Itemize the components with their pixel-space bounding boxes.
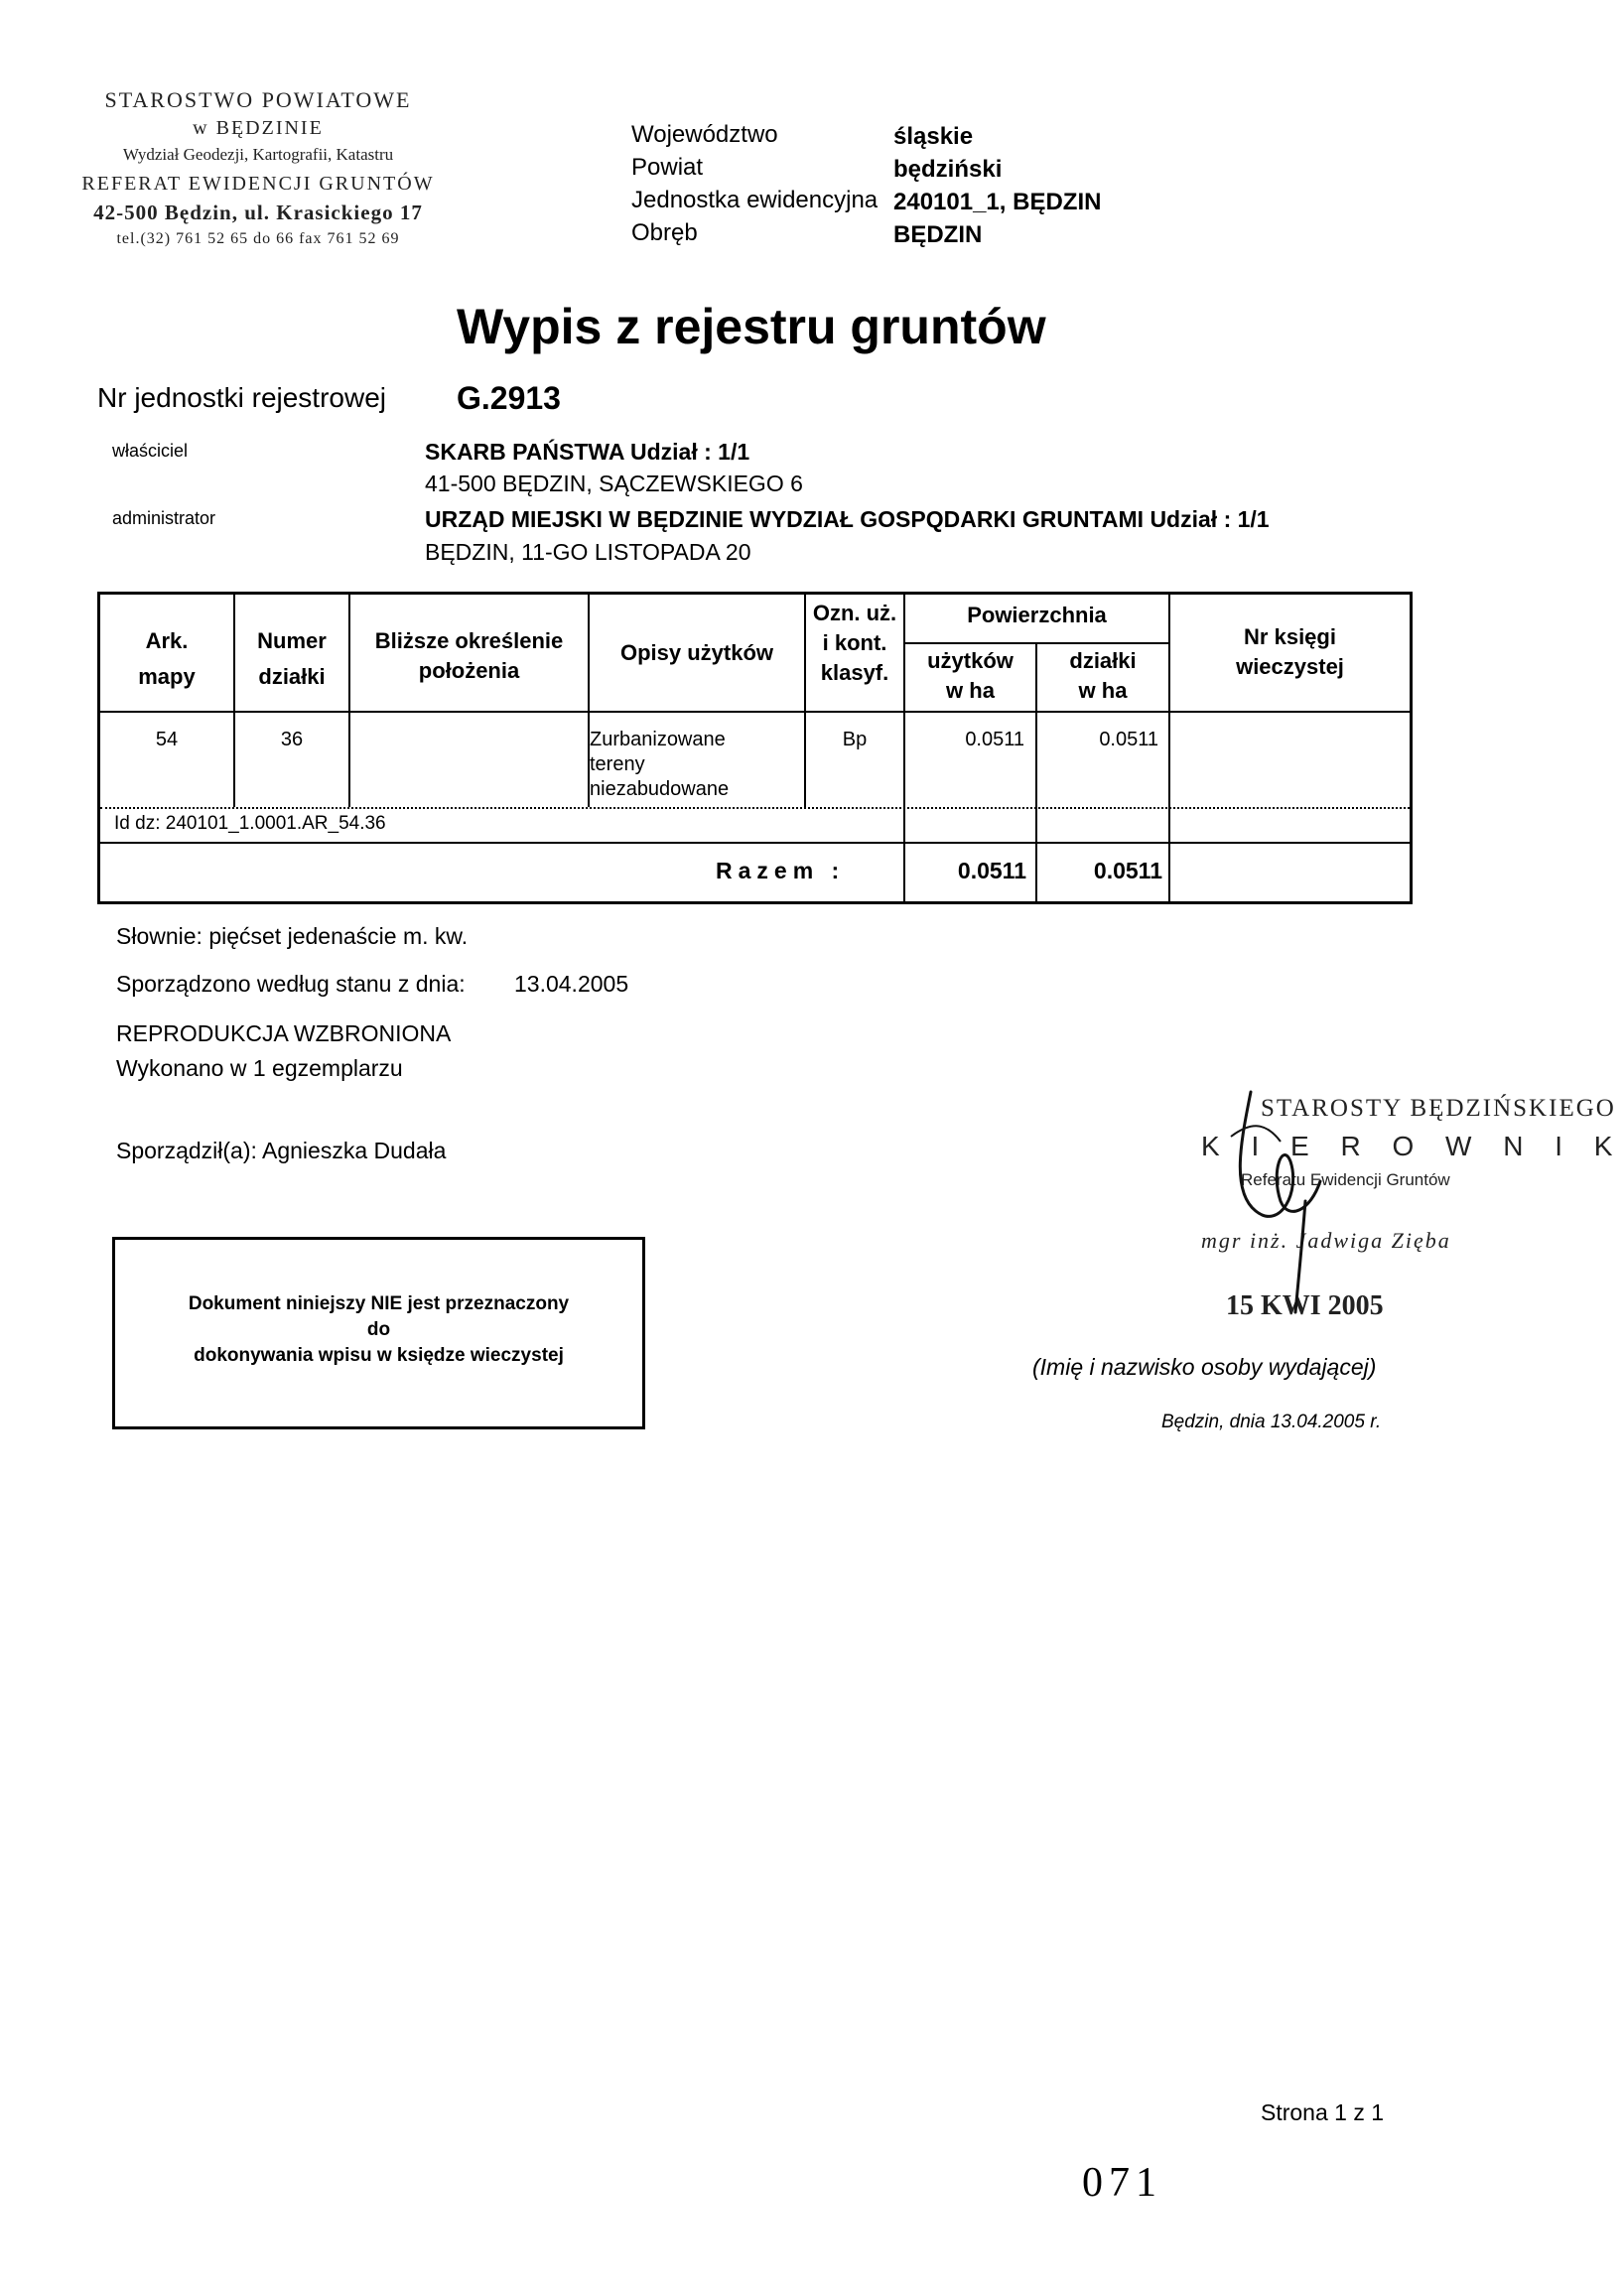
header-dzialki-ha: działki w ha (1069, 648, 1137, 703)
total-uzytkow: 0.0511 (957, 858, 1026, 883)
office-stamp-line: Wydział Geodezji, Kartografii, Katastru (122, 145, 394, 164)
header-blizsze: Bliższe określenie położenia (374, 628, 564, 683)
office-stamp (45, 87, 472, 266)
notice-box (112, 1237, 645, 1429)
cell-uzytkow: 0.0511 (965, 729, 1024, 750)
official-stamp-line: K I E R O W N I K (1201, 1131, 1624, 1161)
state-date: 13.04.2005 (514, 971, 629, 997)
notice-line: do (366, 1319, 391, 1340)
header-uzytkow: użytków w ha (927, 648, 1014, 703)
header-opisy: Opisy użytków (619, 640, 774, 665)
office-stamp-line: REFERAT EWIDENCJI GRUNTÓW (81, 173, 435, 195)
header-ark: Ark. mapy (138, 628, 196, 689)
issue-place-date: Będzin, dnia 13.04.2005 r. (1161, 1412, 1382, 1432)
cell-opis: Zurbanizowane tereny niezabudowane (590, 729, 730, 800)
unit-label: Jednostka ewidencyjna (631, 187, 879, 213)
cell-numer: 36 (280, 729, 304, 750)
administrator-role: administrator (112, 508, 216, 528)
registry-unit-value: G.2913 (457, 380, 561, 416)
unit-value: 240101_1, BĘDZIN (893, 189, 1102, 215)
notice-line: dokonywania wpisu w księdze wieczystej (194, 1345, 564, 1366)
voivodeship-value: śląskie (893, 123, 974, 150)
owner-name: SKARB PAŃSTWA Udział : 1/1 (425, 439, 750, 465)
official-stamp-line: mgr inż. Jadwiga Zięba (1201, 1228, 1451, 1253)
county-value: będziński (893, 156, 1003, 183)
signature-mark (1211, 1082, 1360, 1320)
cell-ozn: Bp (842, 729, 868, 750)
parcel-id: Id dz: 240101_1.0001.AR_54.36 (114, 813, 386, 834)
administrator-name: URZĄD MIEJSKI W BĘDZINIE WYDZIAŁ GOSPQDARKI GRUNTAMI Udział : 1/1 (425, 506, 1270, 532)
area-in-words: Słownie: pięćset jedenaście m. kw. (116, 923, 469, 949)
document-title: Wypis z rejestru gruntów (457, 299, 1046, 354)
owner-role: właściciel (112, 441, 189, 461)
precinct-label: Obręb (631, 219, 698, 246)
reproduction-notice: REPRODUKCJA WZBRONIONA (116, 1020, 452, 1046)
precinct-value: BĘDZIN (893, 221, 983, 248)
notice-line: Dokument niniejszy NIE jest przeznaczony (188, 1293, 570, 1314)
parcel-table (97, 592, 1413, 904)
header-numer: Numer działki (257, 628, 327, 689)
total-label: Razem : (716, 858, 846, 883)
total-dzialki: 0.0511 (1093, 858, 1162, 883)
issuer-caption: (Imię i nazwisko osoby wydającej) (1032, 1354, 1377, 1380)
registry-unit-label: Nr jednostki rejestrowej (97, 382, 386, 413)
office-stamp-line: 42-500 Będzin, ul. Krasickiego 17 (93, 201, 423, 224)
stamp-date: 15 KWI 2005 (1226, 1290, 1384, 1321)
copies-note: Wykonano w 1 egzemplarzu (116, 1055, 403, 1081)
administrator-address: BĘDZIN, 11-GO LISTOPADA 20 (425, 539, 751, 565)
county-label: Powiat (631, 154, 704, 181)
office-stamp-line: tel.(32) 761 52 65 do 66 fax 761 52 69 (116, 230, 400, 247)
office-stamp-line: STAROSTWO POWIATOWE (104, 87, 412, 112)
page-number: Strona 1 z 1 (1261, 2099, 1385, 2125)
cell-ark: 54 (155, 729, 179, 750)
state-date-label: Sporządzono według stanu z dnia: (116, 971, 466, 997)
archive-number: 071 (1082, 2160, 1162, 2206)
header-ksiegi: Nr księgi wieczystej (1236, 624, 1344, 679)
header-powierzchnia: Powierzchnia (967, 603, 1107, 627)
office-stamp-line: w BĘDZINIE (193, 117, 324, 139)
prepared-by: Sporządził(a): Agnieszka Dudała (116, 1138, 447, 1163)
voivodeship-label: Województwo (631, 121, 778, 148)
official-stamp-line: STAROSTY BĘDZIŃSKIEGO (1261, 1095, 1616, 1122)
header-ozn: Ozn. uż. i kont. klasyf. (812, 601, 897, 685)
cell-dzialki: 0.0511 (1099, 729, 1158, 750)
owner-address: 41-500 BĘDZIN, SĄCZEWSKIEGO 6 (425, 471, 803, 496)
official-stamp-line: Referatu Ewidencji Gruntów (1241, 1170, 1450, 1189)
